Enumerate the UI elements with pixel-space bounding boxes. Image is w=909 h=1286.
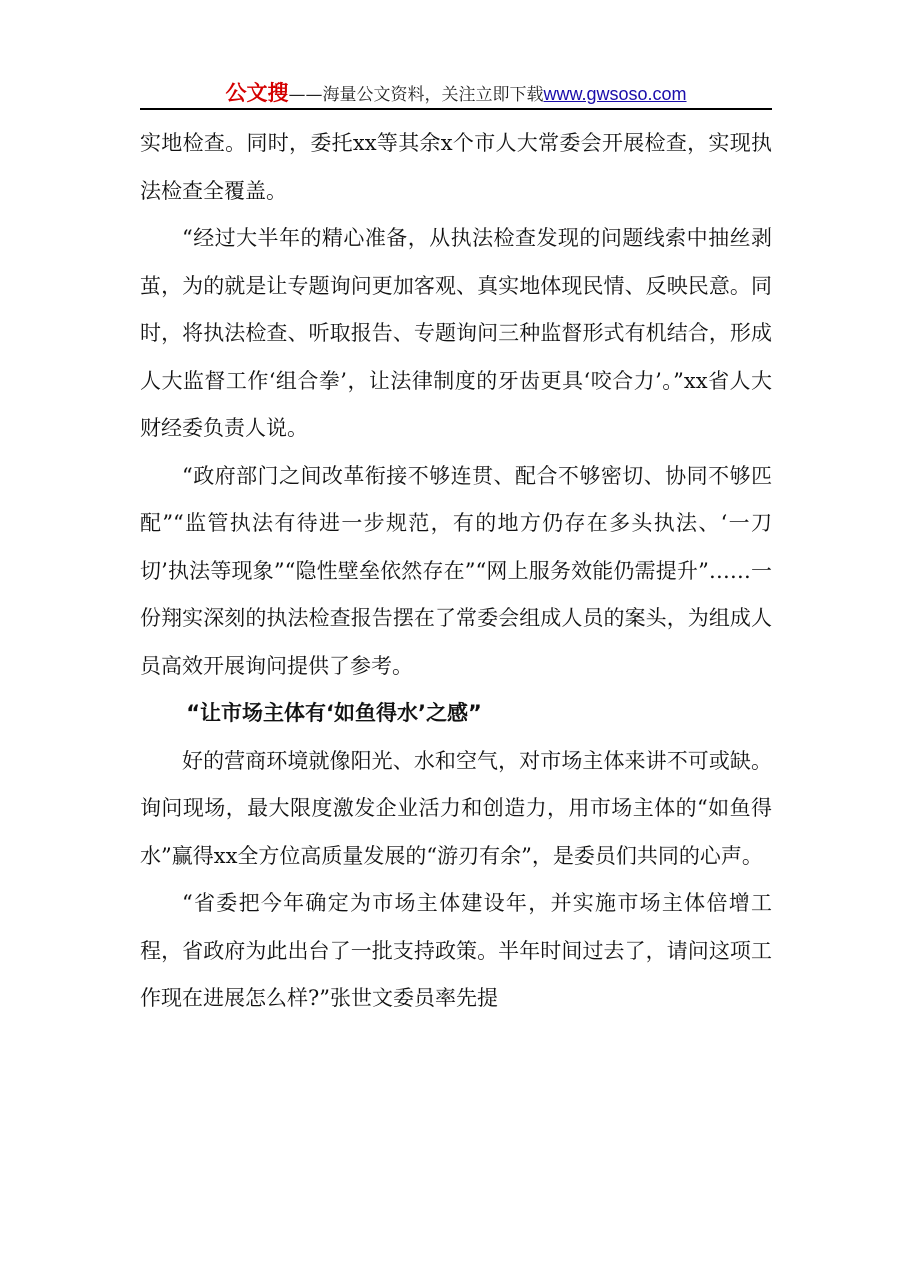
section-heading: “让市场主体有‘如鱼得水’之感” bbox=[186, 701, 482, 725]
header-tagline: ——海量公文资料，关注立即下载 bbox=[288, 85, 544, 105]
website-link[interactable]: www.gwsoso.com bbox=[543, 84, 687, 104]
paragraph-continued: 实地检查。同时，委托xx等其余x个市人大常委会开展检查，实现执法检查全覆盖。 bbox=[140, 131, 772, 203]
page-header bbox=[140, 78, 772, 108]
document-body bbox=[140, 120, 772, 1023]
paragraph: “省委把今年确定为市场主体建设年，并实施市场主体倍增工程，省政府为此出台了一批支持政策。半年时间过去了，请问这项工作现在进展怎么样?”张世文委员率先提 bbox=[140, 891, 772, 1010]
paragraph: “经过大半年的精心准备，从执法检查发现的问题线索中抽丝剥茧，为的就是让专题询问更加客观、真实地体现民情、反映民意。同时，将执法检查、听取报告、专题询问三种监督形式有机结合，形成人大监督工作‘组合拳’，让法律制度的牙齿更具‘咬合力’。”xx省人大财经委负责人说。 bbox=[140, 226, 772, 440]
brand-logo: 公文搜 bbox=[225, 81, 289, 105]
header-divider bbox=[140, 108, 772, 110]
paragraph: 好的营商环境就像阳光、水和空气，对市场主体来讲不可或缺。询问现场，最大限度激发企业活力和创造力，用市场主体的“如鱼得水”赢得xx全方位高质量发展的“游刃有余”，是委员们共同的心声。 bbox=[140, 748, 772, 868]
paragraph: “政府部门之间改革衔接不够连贯、配合不够密切、协同不够匹配”“监管执法有待进一步规范，有的地方仍存在多头执法、‘一刀切’执法等现象”“隐性壁垒依然存在”“网上服务效能仍需提升”……一份翔实深刻的执法检查报告摆在了常委会组成人员的案头，为组成人员高效开展询问提供了参考。 bbox=[140, 463, 772, 678]
